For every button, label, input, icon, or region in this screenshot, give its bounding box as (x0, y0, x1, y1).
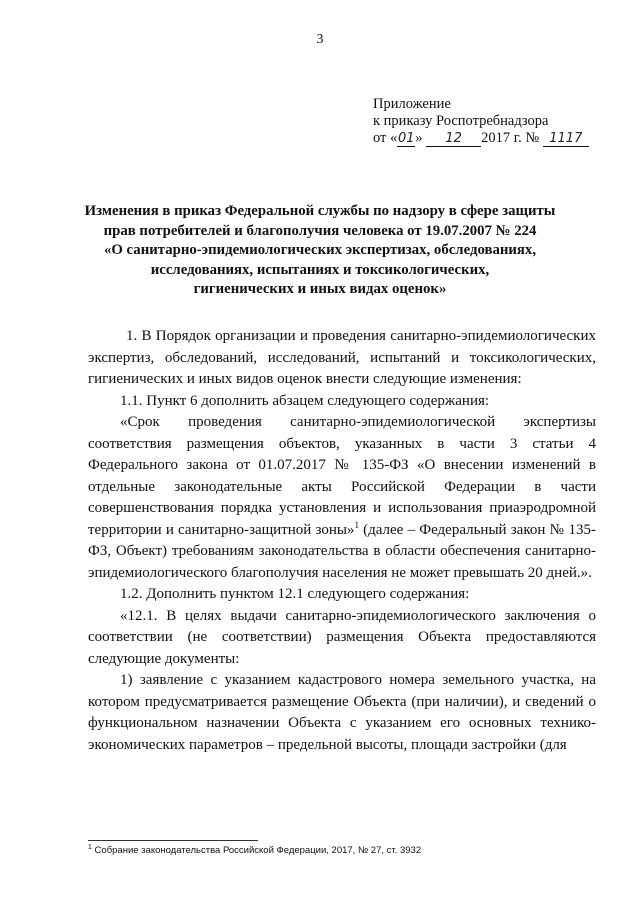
footnote (88, 845, 421, 856)
footnote-divider (88, 840, 258, 841)
appendix-order-ref: к приказу Роспотребнадзора (373, 113, 549, 129)
handwritten-order-number: 1117 (543, 132, 589, 147)
footnote-mark: 1 (88, 843, 92, 851)
appendix-date-line (373, 130, 589, 147)
document-body (88, 326, 596, 756)
paragraph-item-1: 1) заявление с указанием кадастрового номера земельного участка, на котором предусматривается размещение Объекта (при наличии), и сведений о функциональном назначении Объекта с указанием его основных технико-экономических параметров – предельной высоты, площади застройки (для (88, 672, 596, 753)
appendix-label: Приложение (373, 96, 451, 112)
paragraph-1: 1. В Порядок организации и проведения санитарно-эпидемиологических экспертиз, обследований, исследований, испытаний и токсикологических, гигиенических и иных видов оценок внести следующие изменения: (88, 328, 596, 387)
footnote-ref: 1 (354, 519, 359, 530)
document-title (80, 202, 560, 300)
title-line-2: прав потребителей и благополучия человека от 19.07.2007 № 224 (103, 222, 537, 239)
title-line-5: гигиенических и иных видах оценок» (193, 281, 447, 297)
title-line-1: Изменения в приказ Федеральной службы по надзору в сфере защиты (84, 203, 556, 219)
handwritten-month: 12 (426, 132, 481, 147)
title-line-4: исследованиях, испытаниях и токсикологических, (150, 261, 490, 278)
date-mid: » (415, 130, 423, 146)
paragraph-1-2: 1.2. Дополнить пунктом 12.1 следующего содержания: (120, 586, 470, 602)
handwritten-day: 01 (398, 131, 415, 146)
date-prefix: от « (373, 130, 398, 146)
footnote-text: Собрание законодательства Российской Федерации, 2017, № 27, ст. 3932 (91, 845, 422, 856)
paragraph-1-1: 1.1. Пункт 6 дополнить абзацем следующего содержания: (120, 392, 490, 409)
quote-text-a: «Срок проведения санитарно-эпидемиологической экспертизы соответствия размещения объектов, указанных в части 3 статьи 4 Федерального закона от 01.07.2017 № 135-ФЗ «О внесении изменений в отдельные законодательные акты Российской Федерации в части совершенствования порядка установления и использования приаэродромной территории и санитарно-защитной зоны» (88, 414, 596, 538)
quote-text-b: (далее – Федеральный закон № 135-ФЗ, Объект) требованиям законодательства в области обеспечения санитарно-эпидемиологического благополучия населения не может превышать 20 дней.». (88, 521, 596, 581)
page-number: 3 (316, 32, 324, 47)
title-line-3: «О санитарно-эпидемиологических экспертизах, обследованиях, (103, 242, 537, 258)
paragraph-1-1-quote (88, 412, 596, 584)
appendix-header (373, 96, 589, 147)
date-suffix: 2017 г. № (481, 130, 540, 146)
paragraph-12-1: «12.1. В целях выдачи санитарно-эпидемиологического заключения о соответствии (не соответствии) размещения Объекта предоставляются следующие документы: (88, 607, 596, 667)
